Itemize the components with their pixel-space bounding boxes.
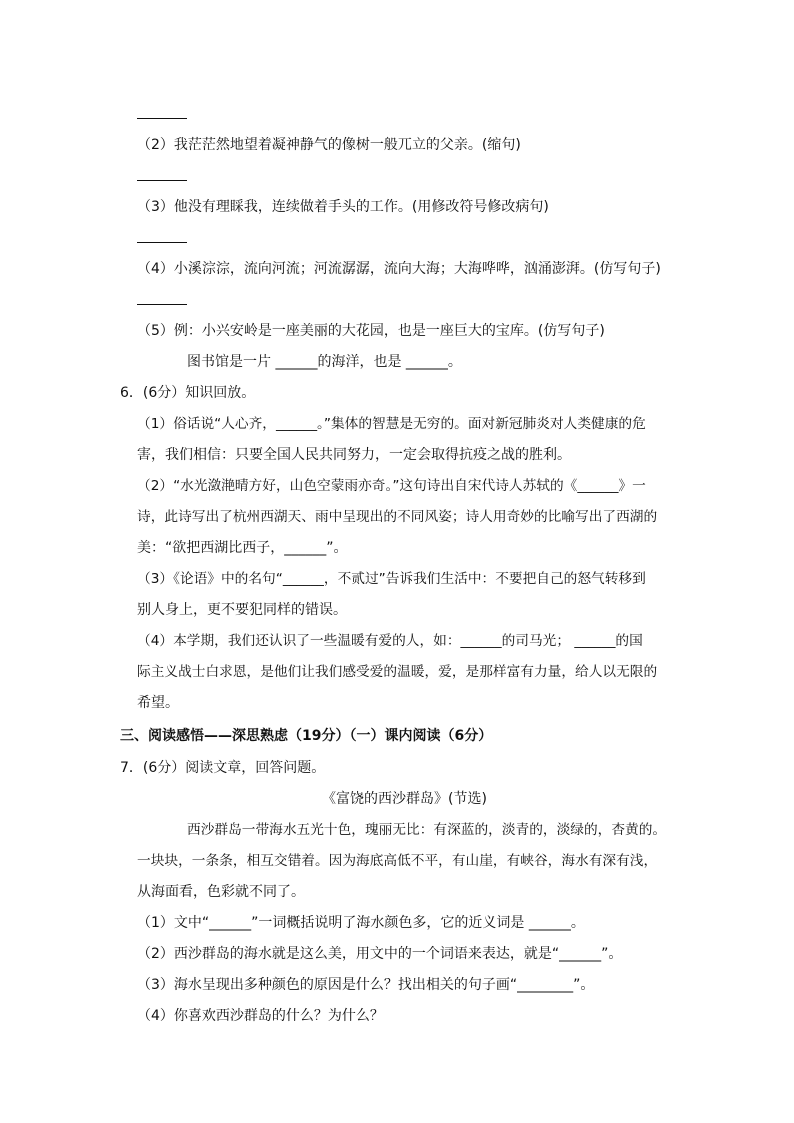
passage-line-2: 一块块，一条条，相互交错着。因为海底高低不平，有山崖，有峡谷，海水有深有浅， xyxy=(137,853,658,869)
question-6-4a: （4）本学期，我们还认识了一些温暖有爱的人，如：______的司马光； ______的国 xyxy=(137,633,643,649)
question-7-4: （4）你喜欢西沙群岛的什么？为什么？ xyxy=(137,1008,384,1024)
section-3-heading: 三、阅读感悟——深思熟虑（19分）（一）课内阅读（6分） xyxy=(120,728,493,744)
question-5-5-blank: 图书馆是一片 ______的海洋，也是 ______。 xyxy=(187,354,462,370)
question-6: 6．(6分）知识回放。 xyxy=(120,385,256,401)
question-5-2: （2）我茫茫然地望着凝神静气的像树一般兀立的父亲。(缩句) xyxy=(137,137,521,153)
question-6-2c: 美：“欲把西湖比西子，______”。 xyxy=(137,540,348,556)
answer-line xyxy=(137,118,187,119)
question-6-3b: 别人身上，更不要犯同样的错误。 xyxy=(137,602,347,618)
question-6-3a: （3）《论语》中的名句“______，不贰过”告诉我们生活中：不要把自己的怒气转移到 xyxy=(137,571,646,587)
passage-line-1: 西沙群岛一带海水五光十色，瑰丽无比：有深蓝的，淡青的，淡绿的，杏黄的。 xyxy=(187,822,667,838)
answer-line xyxy=(137,242,187,243)
question-5-3: （3）他没有理睬我，连续做着手头的工作。(用修改符号修改病句) xyxy=(137,199,549,215)
passage-title: 《富饶的西沙群岛》(节选) xyxy=(322,791,487,807)
question-6-2b: 诗，此诗写出了杭州西湖天、雨中呈现出的不同风姿；诗人用奇妙的比喻写出了西湖的 xyxy=(137,509,658,525)
answer-line xyxy=(137,180,187,181)
passage-line-3: 从海面看，色彩就不同了。 xyxy=(137,884,305,900)
question-6-2a: （2）“水光潋滟晴方好，山色空蒙雨亦奇。”这句诗出自宋代诗人苏轼的《______》一 xyxy=(137,478,646,494)
question-7-2: （2）西沙群岛的海水就是这么美，用文中的一个词语来表达，就是“______”。 xyxy=(137,946,623,962)
question-5-5: （5）例：小兴安岭是一座美丽的大花园，也是一座巨大的宝库。(仿写句子) xyxy=(137,323,605,339)
question-7: 7．(6分）阅读文章，回答问题。 xyxy=(120,760,326,776)
question-7-1: （1）文中“______”一词概括说明了海水颜色多，它的近义词是 ______。 xyxy=(137,915,585,931)
question-6-4c: 希望。 xyxy=(137,695,179,711)
question-7-3: （3）海水呈现出多种颜色的原因是什么？找出相关的句子画“________”。 xyxy=(137,977,595,993)
question-6-1b: 害，我们相信：只要全国人民共同努力，一定会取得抗疫之战的胜利。 xyxy=(137,447,571,463)
answer-line xyxy=(137,304,187,305)
question-5-4: （4）小溪淙淙，流向河流；河流潺潺，流向大海；大海哗哗，汹涌澎湃。(仿写句子) xyxy=(137,261,661,277)
question-6-4b: 际主义战士白求恩，是他们让我们感受爱的温暖，爱，是那样富有力量，给人以无限的 xyxy=(137,664,658,680)
question-6-1a: （1）俗话说“人心齐，______。”集体的智慧是无穷的。面对新冠肺炎对人类健康的危 xyxy=(137,416,646,432)
